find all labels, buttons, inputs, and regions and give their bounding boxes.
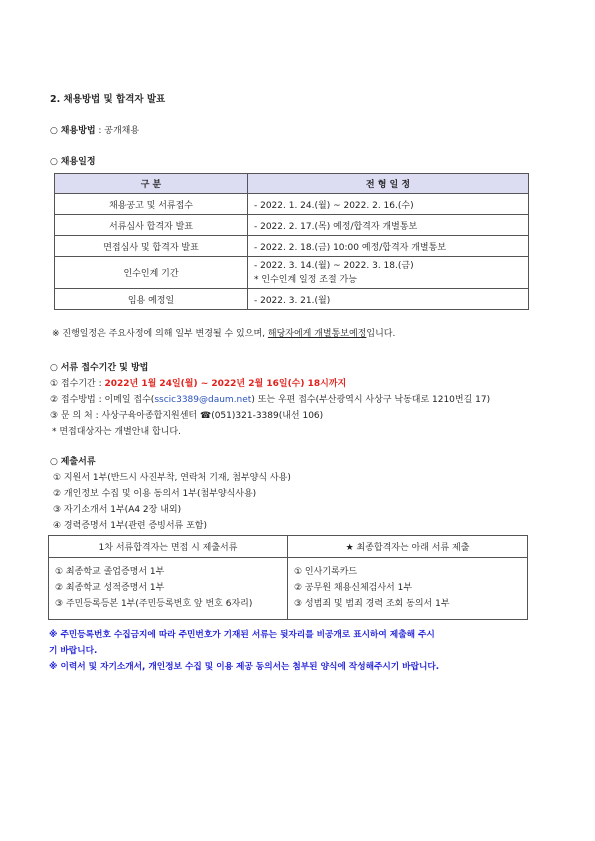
schedule-bullet: ○ — [50, 157, 58, 167]
documents-body-row — [49, 558, 528, 620]
schedule-row — [55, 257, 529, 289]
application-period — [50, 376, 346, 389]
application-heading — [50, 360, 148, 373]
schedule-table — [54, 173, 529, 310]
schedule-header-row — [55, 174, 529, 194]
documents-right-item: ③ 성범죄 및 범죄 경력 조회 동의서 1부 — [294, 599, 450, 609]
documents-header-row — [49, 536, 528, 558]
schedule-category: 면접심사 및 합격자 발표 — [55, 236, 248, 257]
schedule-row — [55, 236, 529, 257]
documents-left-item: ① 최종학교 졸업증명서 1부 — [55, 567, 165, 577]
notice-line: 기 바랍니다. — [49, 646, 98, 656]
schedule-category: 임용 예정일 — [55, 289, 248, 310]
schedule-row — [55, 289, 529, 310]
application-interview-note: * 면접대상자는 개별안내 합니다. — [52, 427, 181, 437]
documents-heading — [50, 454, 96, 467]
documents-item: ② 개인정보 수집 및 이용 동의서 1부(첨부양식사용) — [53, 489, 257, 499]
documents-item: ① 지원서 1부(반드시 사진부착, 연락처 기재, 첨부양식 사용) — [53, 473, 291, 483]
documents-left-item: ③ 주민등록등본 1부(주민등록번호 앞 번호 6자리) — [55, 599, 253, 609]
documents-bullet: ○ — [50, 457, 58, 467]
documents-right-item: ① 인사기록카드 — [294, 567, 358, 577]
method-value: : 공개채용 — [95, 126, 140, 136]
schedule-header-category: 구 분 — [55, 174, 248, 194]
documents-right-list — [288, 558, 528, 620]
notice-line: ※ 주민등록번호 수집금지에 따라 주민번호가 기재된 서류는 뒷자리를 비공개로 표시하여 제출해 주시 — [49, 630, 435, 640]
section-title: 2. 채용방법 및 합격자 발표 — [50, 94, 166, 105]
application-method — [50, 392, 490, 405]
schedule-heading — [50, 154, 96, 167]
method-label: 채용방법 — [60, 126, 96, 136]
schedule-date: - 2022. 3. 21.(월) — [248, 289, 529, 310]
schedule-label: 채용일정 — [60, 157, 96, 167]
schedule-date-cell — [248, 257, 529, 289]
documents-table — [48, 535, 528, 620]
documents-left-item: ② 최종학교 성적증명서 1부 — [55, 583, 165, 593]
documents-title: 제출서류 — [60, 457, 96, 467]
schedule-note-prefix: ※ 진행일정은 주요사정에 의해 일부 변경될 수 있으며, — [52, 329, 268, 339]
notice-line: ※ 이력서 및 자기소개서, 개인정보 수집 및 이용 제공 동의서는 첨부된 양식에 작성해주시기 바랍니다. — [49, 662, 440, 672]
schedule-note-suffix: 입니다. — [366, 329, 396, 339]
schedule-category: 채용공고 및 서류접수 — [55, 194, 248, 215]
method-line — [50, 123, 139, 136]
schedule-category: 서류심사 합격자 발표 — [55, 215, 248, 236]
schedule-note — [52, 326, 395, 339]
application-period-value: 2022년 1월 24일(월) ~ 2022년 2월 16일(수) 18시까지 — [104, 379, 347, 389]
documents-right-header: ★ 최종합격자는 아래 서류 제출 — [288, 536, 528, 558]
documents-left-header: 1차 서류합격자는 면접 시 제출서류 — [49, 536, 288, 558]
schedule-row — [55, 194, 529, 215]
schedule-date-note: * 인수인계 일정 조절 가능 — [254, 274, 357, 285]
schedule-date: - 2022. 2. 17.(목) 예정/합격자 개별통보 — [248, 215, 529, 236]
schedule-date: - 2022. 1. 24.(월) ~ 2022. 2. 16.(수) — [248, 194, 529, 215]
application-bullet: ○ — [50, 363, 58, 373]
documents-item: ④ 경력증명서 1부(관련 증빙서류 포함) — [53, 521, 207, 531]
application-period-label: ① 접수기간 : — [50, 379, 105, 389]
schedule-date: - 2022. 2. 18.(금) 10:00 예정/합격자 개별통보 — [248, 236, 529, 257]
documents-item: ③ 자기소개서 1부(A4 2장 내외) — [53, 505, 182, 515]
schedule-category: 인수인계 기간 — [55, 257, 248, 289]
application-email-link[interactable]: sscic3389@daum.net — [154, 395, 252, 405]
documents-right-item: ② 공무원 채용신체검사서 1부 — [294, 583, 413, 593]
schedule-date: - 2022. 3. 14.(월) ~ 2022. 3. 18.(금) — [254, 260, 414, 271]
method-bullet: ○ — [50, 126, 58, 136]
schedule-row — [55, 215, 529, 236]
documents-left-list — [49, 558, 288, 620]
schedule-note-underlined: 해당자에게 개별통보예정 — [267, 329, 367, 339]
application-title: 서류 접수기간 및 방법 — [60, 363, 149, 373]
application-method-prefix: ② 접수방법 : 이메일 접수( — [50, 395, 155, 405]
application-contact: ③ 문 의 처 : 사상구육아종합지원센터 ☎(051)321-3389(내선 106) — [50, 411, 324, 421]
schedule-header-dates: 전 형 일 정 — [248, 174, 529, 194]
application-method-suffix: ) 또는 우편 접수(부산광역시 사상구 낙동대로 1210번길 17) — [251, 395, 491, 405]
